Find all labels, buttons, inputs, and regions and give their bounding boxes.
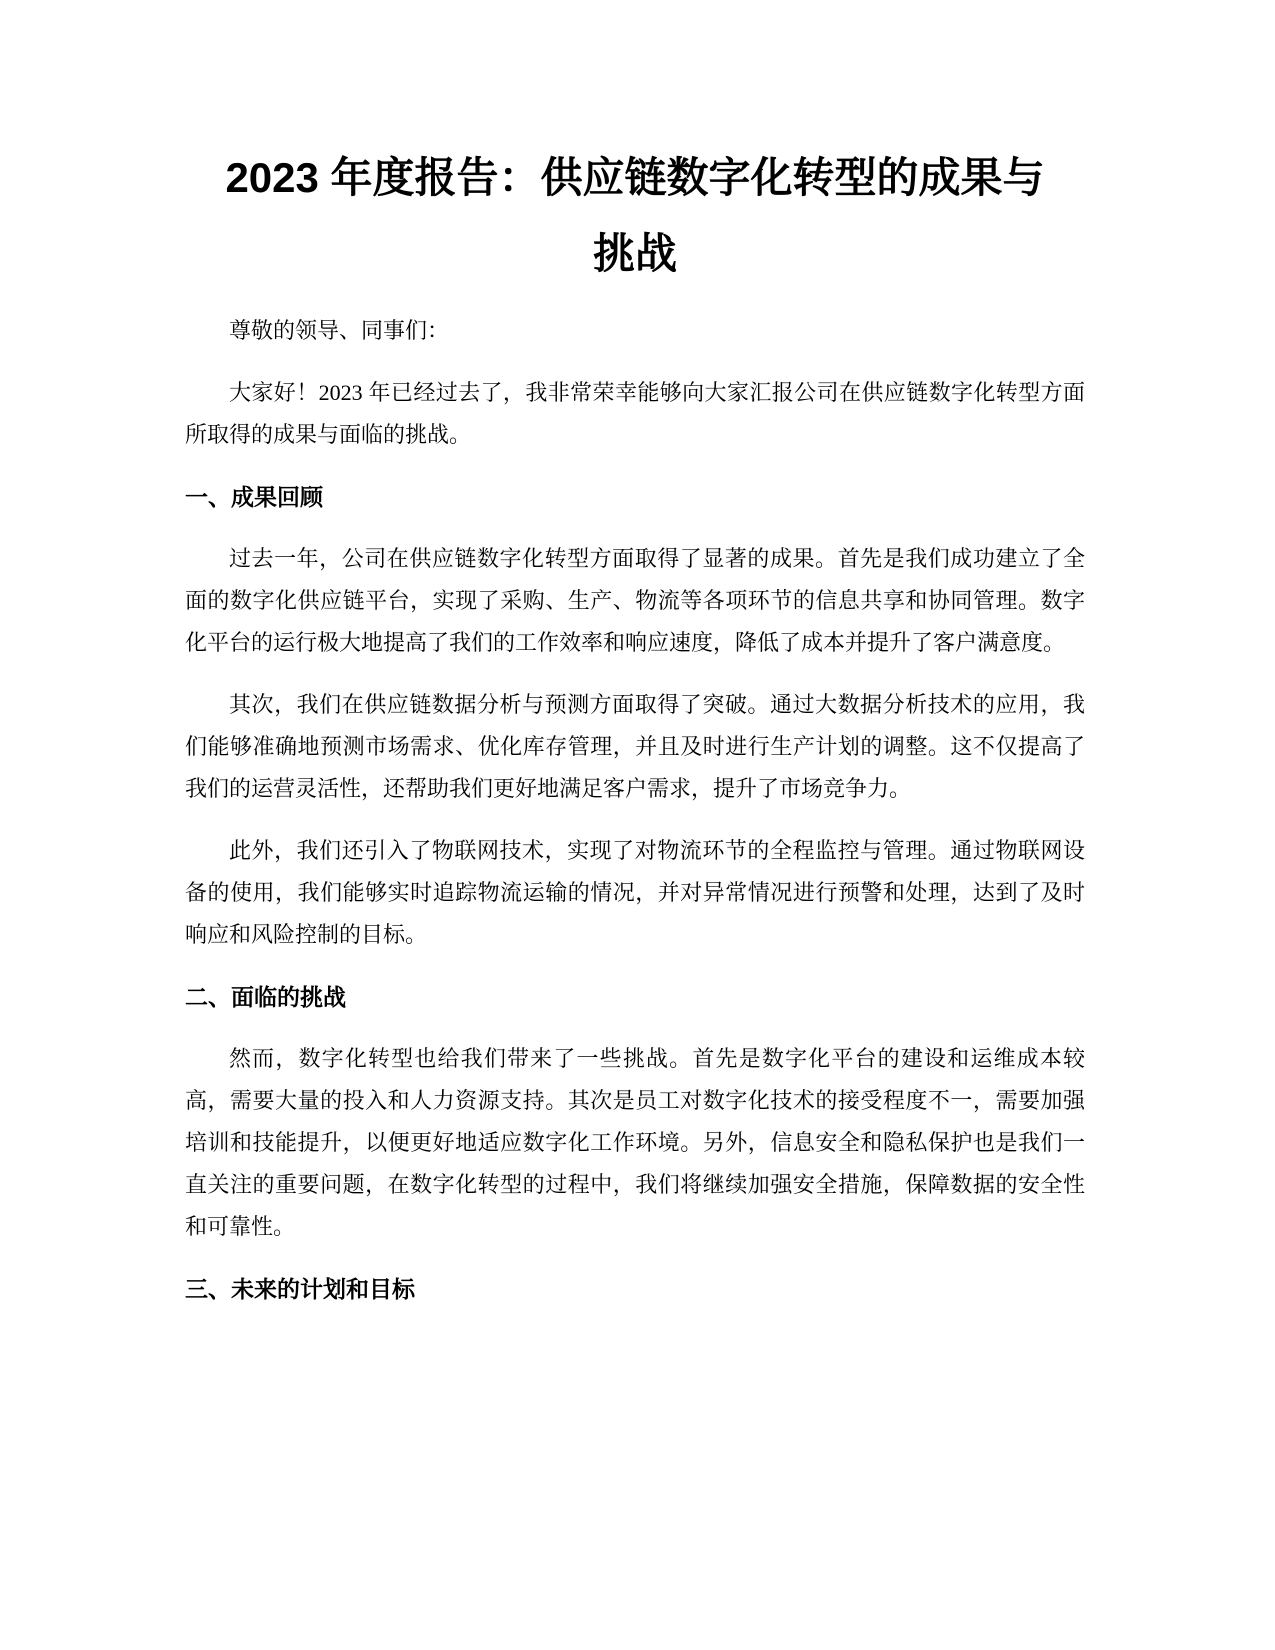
intro-paragraph: 大家好！2023 年已经过去了，我非常荣幸能够向大家汇报公司在供应链数字化转型方面所取得的成果与面临的挑战。 — [185, 380, 1085, 447]
paragraph: 此外，我们还引入了物联网技术，实现了对物流环节的全程监控与管理。通过物联网设备的使用，我们能够实时追踪物流运输的情况，并对异常情况进行预警和处理，达到了及时响应和风险控制的目标。 — [185, 838, 1085, 947]
salutation: 尊敬的领导、同事们： — [229, 318, 450, 343]
section-heading-challenges: 二、面临的挑战 — [185, 984, 346, 1010]
section-heading-achievements: 一、成果回顾 — [185, 484, 323, 510]
paragraph: 然而，数字化转型也给我们带来了一些挑战。首先是数字化平台的建设和运维成本较高，需要大量的投入和人力资源支持。其次是员工对数字化技术的接受程度不一，需要加强培训和技能提升，以便更好地适应数字化工作环境。另外，信息安全和隐私保护也是我们一直关注的重要问题，在数字化转型的过程中，我们将继续加强安全措施，保障数据的安全性和可靠性。 — [185, 1046, 1085, 1239]
section-heading-future-plans: 三、未来的计划和目标 — [185, 1276, 415, 1302]
paragraph: 其次，我们在供应链数据分析与预测方面取得了突破。通过大数据分析技术的应用，我们能够准确地预测市场需求、优化库存管理，并且及时进行生产计划的调整。这不仅提高了我们的运营灵活性，还帮助我们更好地满足客户需求，提升了市场竞争力。 — [185, 692, 1085, 801]
paragraph: 过去一年，公司在供应链数字化转型方面取得了显著的成果。首先是我们成功建立了全面的数字化供应链平台，实现了采购、生产、物流等各项环节的信息共享和协同管理。数字化平台的运行极大地提高了我们的工作效率和响应速度，降低了成本并提升了客户满意度。 — [185, 546, 1085, 655]
document-page — [185, 140, 1085, 1330]
document-title: 2023 年度报告：供应链数字化转型的成果与挑战 — [225, 154, 1045, 277]
